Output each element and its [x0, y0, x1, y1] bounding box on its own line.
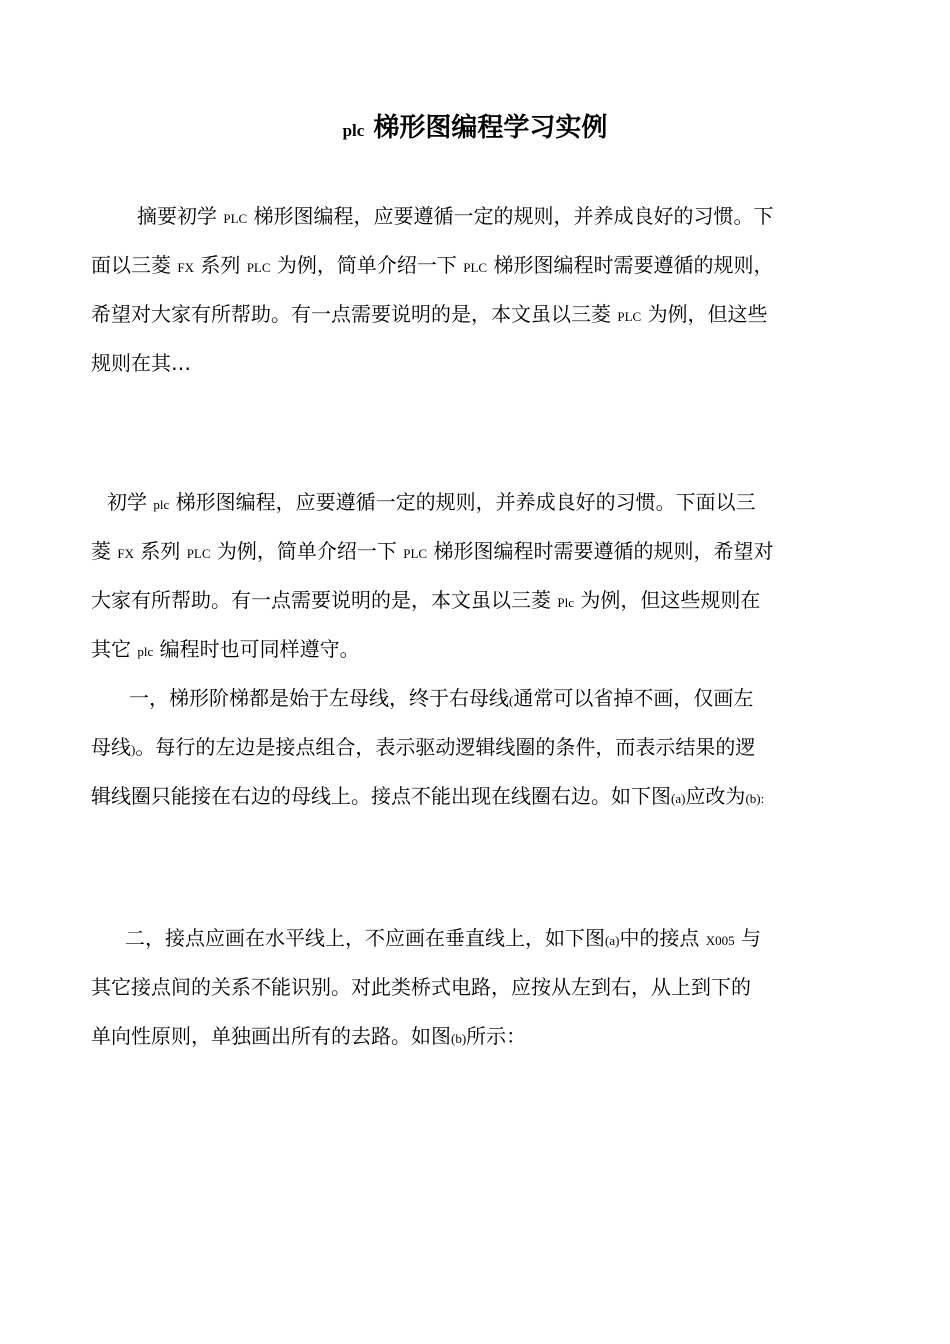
text-run: 其它接点间的关系不能识别。对此类桥式电路，应按从左到右，从上到下的	[91, 975, 751, 999]
text-run: 系列	[200, 253, 241, 277]
latin-run: (b)	[745, 791, 761, 806]
title-main: 梯形图编程学习实例	[373, 113, 608, 143]
rule-2-line-1	[91, 914, 861, 963]
intro-line-2	[91, 527, 861, 576]
title-prefix: plc	[342, 121, 365, 140]
text-run: 为例，简单介绍一下	[276, 253, 457, 277]
text-run: 编程时也可同样遵守。	[159, 637, 360, 661]
text-run: 梯形图编程，应要遵循一定的规则，并养成良好的习惯。下面以三	[175, 490, 756, 514]
rule-1-line-1	[91, 674, 861, 723]
rule-1-line-2	[91, 723, 861, 772]
text-run: 与	[741, 926, 762, 950]
rule-2-paragraph	[91, 914, 861, 1061]
latin-run: Plc	[557, 595, 574, 610]
rule-1-line-3	[91, 772, 861, 821]
latin-run: plc	[137, 644, 154, 659]
latin-run: (b)	[451, 1031, 467, 1046]
latin-run: plc	[153, 497, 170, 512]
text-run: 应改为	[685, 784, 746, 808]
latin-run: X005	[705, 933, 735, 948]
text-run: 母线	[91, 735, 131, 759]
text-run: 为例，但这些	[647, 302, 768, 326]
text-run: 梯形图编程，应要遵循一定的规则，并养成良好的习惯。下	[253, 204, 774, 228]
rule-2-line-3	[91, 1012, 861, 1061]
text-run: 大家有所帮助。有一点需要说明的是，本文虽以三菱	[91, 588, 551, 612]
text-run: 摘要初学	[137, 204, 217, 228]
intro-line-3	[91, 576, 861, 625]
abstract-line-3	[91, 290, 861, 339]
text-run: 面以三菱	[91, 253, 171, 277]
text-run: 初学	[107, 490, 147, 514]
rule-2-line-2	[91, 963, 861, 1012]
text-run: 梯形图编程时需要遵循的规则，	[493, 253, 774, 277]
text-run: 。每行的左边是接点组合，表示驱动逻辑线圈的条件，而表示结果的逻	[135, 735, 756, 759]
abstract-line-2	[91, 241, 861, 290]
text-run: 梯形图编程时需要遵循的规则，希望对	[433, 539, 774, 563]
text-run: 中的接点	[619, 926, 700, 950]
text-run: 其它	[91, 637, 131, 661]
latin-run: FX	[177, 260, 194, 275]
intro-line-1	[91, 478, 861, 527]
text-run: 希望对大家有所帮助。有一点需要说明的是，本文虽以三菱	[91, 302, 611, 326]
latin-run: PLC	[246, 260, 271, 275]
latin-run: )	[131, 742, 136, 757]
rule-1-paragraph	[91, 674, 861, 821]
latin-run: (a)	[671, 791, 686, 806]
text-run: 辑线圈只能接在右边的母线上。接点不能出现在线圈右边。如下图	[91, 784, 671, 808]
text-run: 规则在其…	[91, 351, 191, 375]
text-run: 为例，但这些规则在	[580, 588, 761, 612]
text-run: 通常可以省掉不画，仅画左	[513, 686, 754, 710]
latin-run: (a)	[605, 933, 620, 948]
latin-run: :	[760, 791, 765, 806]
text-run: 系列	[140, 539, 181, 563]
latin-run: PLC	[617, 309, 642, 324]
text-run: 所示：	[466, 1024, 527, 1048]
intro-line-4	[91, 625, 861, 674]
text-run: 菱	[91, 539, 111, 563]
text-run: 为例，简单介绍一下	[216, 539, 397, 563]
latin-run: PLC	[463, 260, 488, 275]
latin-run: FX	[117, 546, 134, 561]
latin-run: PLC	[186, 546, 211, 561]
abstract-line-4	[91, 339, 861, 388]
abstract-line-1	[91, 192, 861, 241]
document-title	[0, 108, 950, 151]
abstract-paragraph	[91, 192, 861, 388]
latin-run: PLC	[403, 546, 428, 561]
latin-run: (	[509, 693, 514, 708]
text-run: 单向性原则，单独画出所有的去路。如图	[91, 1024, 451, 1048]
text-run: 一，梯形阶梯都是始于左母线，终于右母线	[129, 686, 509, 710]
latin-run: PLC	[223, 211, 248, 226]
text-run: 二，接点应画在水平线上，不应画在垂直线上，如下图	[125, 926, 605, 950]
intro-paragraph	[91, 478, 861, 674]
